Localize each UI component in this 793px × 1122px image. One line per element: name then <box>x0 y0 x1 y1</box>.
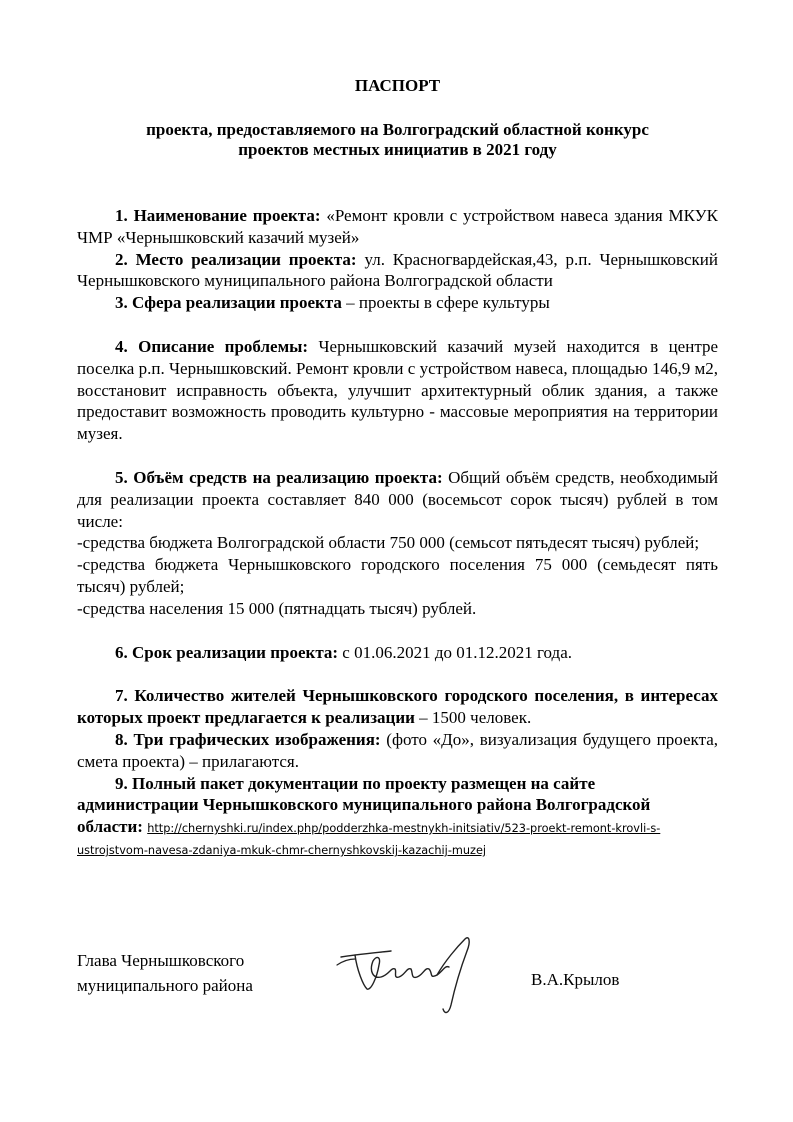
signatory-position <box>77 948 253 998</box>
item-8-text: (фото «До», визуализация будущего проекта, смета проекта) – прилагаются. <box>77 729 718 771</box>
item-8-label: 8. Три графических изображения: <box>115 729 381 749</box>
item-3-label: 3. Сфера реализации проекта <box>115 293 342 313</box>
subtitle-line-2: проектов местных инициатив в 2021 году <box>238 140 557 159</box>
item-7-residents <box>77 685 718 729</box>
subtitle-line-1: проекта, предоставляемого на Волгоградский областной конкурс <box>146 120 649 139</box>
item-1-project-name <box>77 205 718 249</box>
signatory-position-line-2: муниципального района <box>77 976 253 995</box>
item-2-location <box>77 249 718 293</box>
item-2-text: ул. Красногвардейская,43, р.п. Чернышковский Чернышковского муниципального района Волгоградской области <box>77 249 718 291</box>
document-subtitle <box>77 120 718 160</box>
item-4-problem <box>77 336 718 445</box>
spacer <box>77 663 718 685</box>
item-2-label: 2. Место реализации проекта: <box>115 249 357 269</box>
signatory-name: В.А.Крылов <box>531 970 620 989</box>
item-6-term <box>77 642 718 664</box>
spacer <box>77 620 718 642</box>
documents-link[interactable]: http://chernyshki.ru/index.php/podderzhka-mestnykh-initsiativ/523-proekt-remont-krovli-s-ustrojstvom-navesa-zdaniya-mkuk-chmr-chernyshkovskij-kazachij-muzej <box>77 822 661 858</box>
item-8-images <box>77 729 718 773</box>
item-5-text: Общий объём средств, необходимый для реализации проекта составляет 840 000 (восемьсот сорок тысяч) рублей в том числе: <box>77 467 718 531</box>
item-1-text: «Ремонт кровли с устройством навеса здания МКУК ЧМР «Чернышковский казачий музей» <box>77 206 718 247</box>
item-4-text: Чернышковский казачий музей находится в центре поселка р.п. Чернышковский. Ремонт кровли с устройством навеса, площадью 146,9 м2, восстановит исправность объекта, улучшит архитектурный облик здания, а также предоставит возможность проводить культурно - массовые мероприятия на территории музея. <box>77 336 718 444</box>
item-5-funding-line-3: -средства населения 15 000 (пятнадцать тысяч) рублей. <box>77 598 477 618</box>
item-9-label: 9. Полный пакет документации по проекту размещен на сайте администрации Чернышковского муниципального района Волгоградской области: <box>77 773 651 837</box>
document-title: ПАСПОРТ <box>354 76 441 95</box>
spacer <box>77 445 718 467</box>
item-5-funding-line-2: -средства бюджета Чернышковского городского поселения 75 000 (семьдесят пять тысяч) рублей; <box>77 555 718 596</box>
item-6-text: с 01.06.2021 до 01.12.2021 года. <box>338 642 572 662</box>
item-5-label: 5. Объём средств на реализацию проекта: <box>115 467 443 487</box>
item-4-label: 4. Описание проблемы: <box>115 336 309 356</box>
handwritten-signature <box>333 925 493 1020</box>
item-3-sphere <box>77 292 718 314</box>
signatory-position-line-1: Глава Чернышковского <box>77 951 245 970</box>
item-7-text: – 1500 человек. <box>414 708 532 728</box>
document-body <box>77 205 718 860</box>
item-1-label: 1. Наименование проекта: <box>115 206 321 225</box>
item-3-text: – проекты в сфере культуры <box>341 293 550 313</box>
spacer <box>77 314 718 336</box>
item-9-documents <box>77 773 718 861</box>
item-5-funding-line-1: -средства бюджета Волгоградской области 750 000 (семьсот пятьдесят тысяч) рублей; <box>77 533 700 553</box>
item-7-label: 7. Количество жителей Чернышковского городского поселения, в интересах которых проект предлагается к реализации <box>77 686 718 728</box>
item-6-label: 6. Срок реализации проекта: <box>115 642 339 662</box>
item-5-funding <box>77 467 718 532</box>
